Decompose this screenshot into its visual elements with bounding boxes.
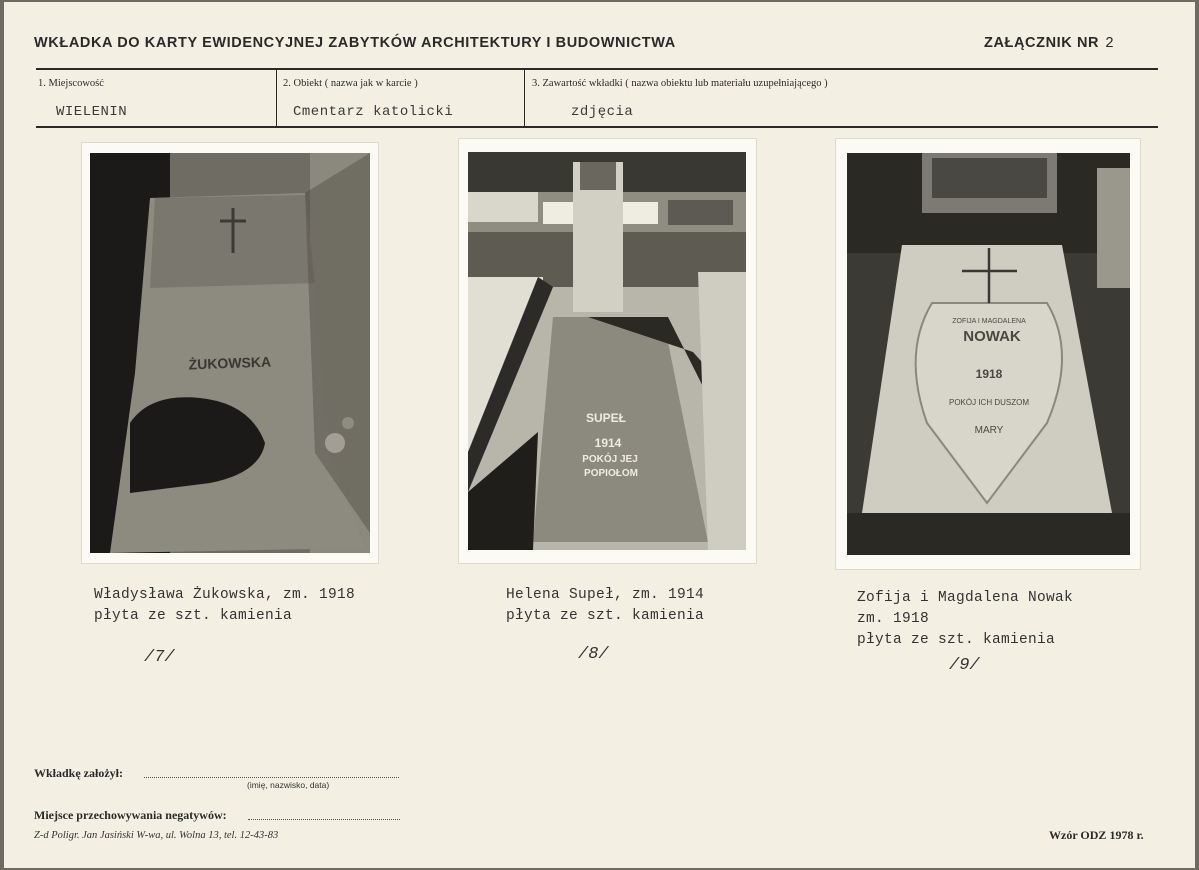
svg-text:1918: 1918 [975,367,1003,381]
made-by-line [144,777,399,778]
form-pattern: Wzór ODZ 1978 r. [1049,828,1144,842]
storage-label: Miejsce przechowywania negatywów: [34,808,227,822]
header-rule-bottom [36,126,1158,128]
object-label: 2. Obiekt ( nazwa jak w karcie ) [283,78,418,89]
made-by-hint: (imię, nazwisko, data) [247,780,330,790]
field-divider-2 [524,70,525,126]
photo-9-frame [836,139,1140,569]
svg-text:POKÓJ ICH DUSZOM: POKÓJ ICH DUSZOM [948,398,1030,407]
printer-imprint: Z-d Poligr. Jan Jasiński W-wa, ul. Wolna 13, tel. 12-43-83 [34,830,279,841]
annex-label: ZAŁĄCZNIK NR 2 [984,35,1115,52]
photo-7-image [90,153,370,553]
svg-text:NOWAK: NOWAK [963,328,1021,345]
photo-8-frame [459,139,756,563]
field-divider-1 [276,70,277,126]
photo-7-frame [82,143,378,563]
object-value: Cmentarz katolicki [293,104,454,120]
header-rule-top [36,68,1158,70]
photo-8-caption: Helena Supeł, zm. 1914 płyta ze szt. kamienia [506,587,705,624]
photo-9-number: /9/ [949,656,980,675]
photo-9-caption: Zofija i Magdalena Nowak zm. 1918 płyta ze szt. kamienia [857,590,1074,648]
photo-8-image [468,152,746,550]
annex-number: 2 [1105,36,1115,52]
place-value: WIELENIN [56,104,128,120]
content-label: 3. Zawartość wkładki ( nazwa obiektu lub materiału uzupełniającego ) [532,78,828,89]
made-by-label: Wkładkę założył: [34,766,123,780]
place-label: 1. Miejscowość [38,78,104,89]
storage-line [248,819,400,820]
photo-8-number: /8/ [578,645,609,664]
svg-text:POKÓJ JEJ: POKÓJ JEJ [582,454,638,465]
inventory-insert-card [4,2,1195,868]
svg-text:POPIOŁOM: POPIOŁOM [584,468,638,479]
content-value: zdjęcia [571,104,634,120]
svg-text:SUPEŁ: SUPEŁ [585,411,627,425]
photo-7-number: /7/ [144,648,175,667]
photo-7-caption: Władysława Żukowska, zm. 1918 płyta ze szt. kamienia [94,587,356,624]
photo-9-image [847,153,1130,555]
photo-7-inscription: ŻUKOWSKA [188,353,272,373]
svg-text:MARY: MARY [974,425,1004,436]
svg-text:ZOFIJA I MAGDALENA: ZOFIJA I MAGDALENA [952,318,1026,325]
svg-text:1914: 1914 [594,436,622,450]
card-title: WKŁADKA DO KARTY EWIDENCYJNEJ ZABYTKÓW ARCHITEKTURY I BUDOWNICTWA [34,35,676,51]
